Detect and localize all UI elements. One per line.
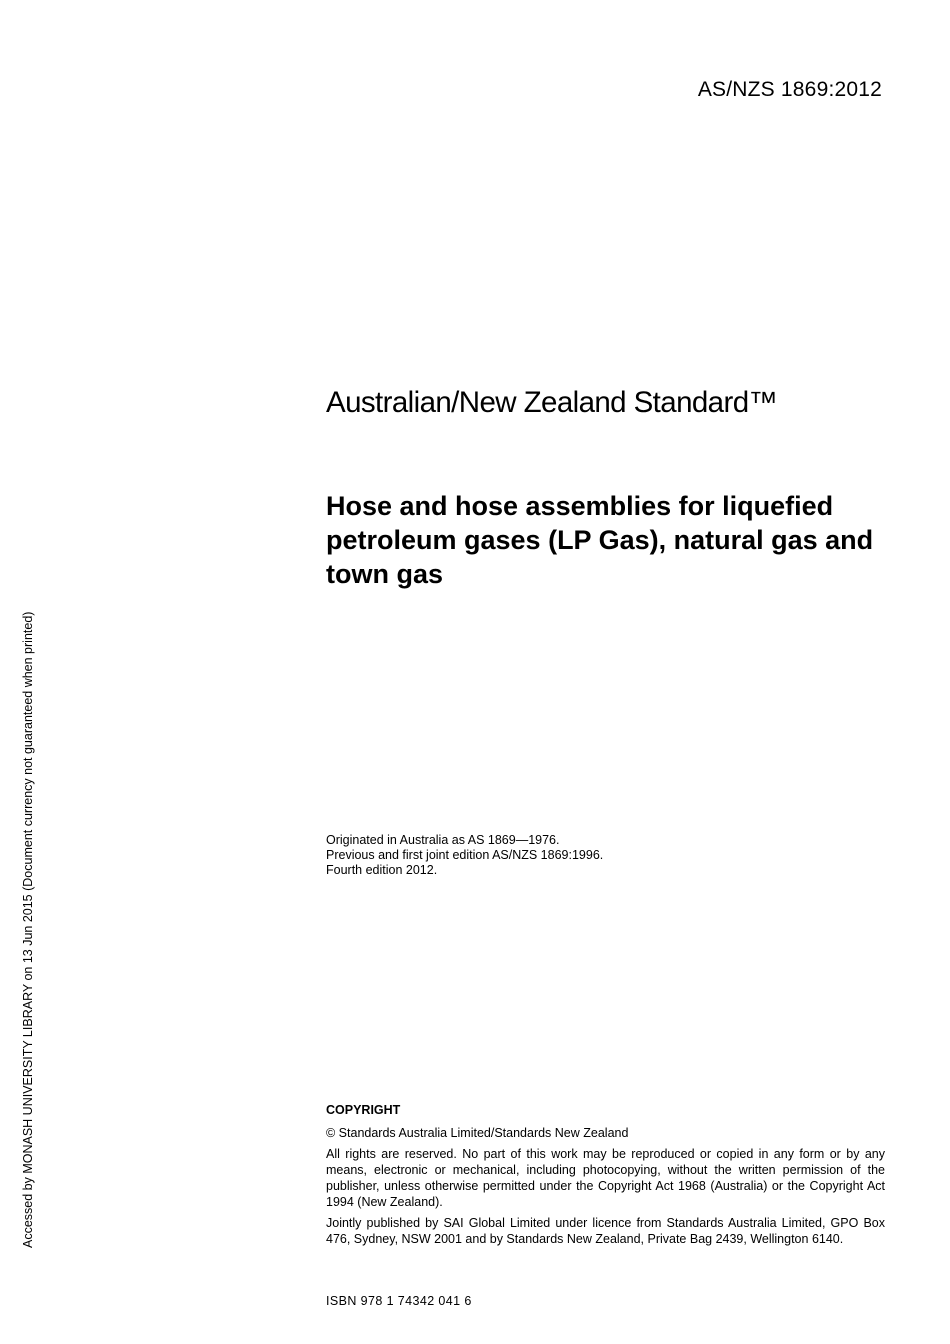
copyright-block	[326, 1102, 885, 1252]
edition-history	[326, 833, 603, 878]
document-title: Hose and hose assemblies for liquefied petroleum gases (LP Gas), natural gas and town gas	[326, 491, 874, 589]
copyright-publisher: Jointly published by SAI Global Limited under licence from Standards Australia Limited, GPO Box 476, Sydney, NSW 2001 and by Standards New Zealand, Private Bag 2439, Wellington 6140.	[326, 1216, 885, 1246]
series-title: Australian/New Zealand Standard™	[326, 386, 778, 419]
document-number: AS/NZS 1869:2012	[697, 78, 882, 101]
isbn: ISBN 978 1 74342 041 6	[326, 1294, 472, 1308]
access-watermark: Accessed by MONASH UNIVERSITY LIBRARY on 13 Jun 2015 (Document currency not guaranteed when printed)	[21, 611, 35, 1248]
copyright-owner: © Standards Australia Limited/Standards New Zealand	[326, 1126, 629, 1140]
history-line-originated: Originated in Australia as AS 1869—1976.	[326, 833, 560, 847]
copyright-heading: COPYRIGHT	[326, 1103, 401, 1117]
copyright-rights: All rights are reserved. No part of this work may be reproduced or copied in any form or by any means, electronic or mechanical, including photocopying, without the written permission of the publisher, unless otherwise permitted under the Copyright Act 1968 (Australia) or the Copyright Act 1994 (New Zealand).	[326, 1147, 885, 1209]
history-line-previous: Previous and first joint edition AS/NZS 1869:1996.	[326, 848, 604, 862]
history-line-edition: Fourth edition 2012.	[326, 863, 438, 877]
